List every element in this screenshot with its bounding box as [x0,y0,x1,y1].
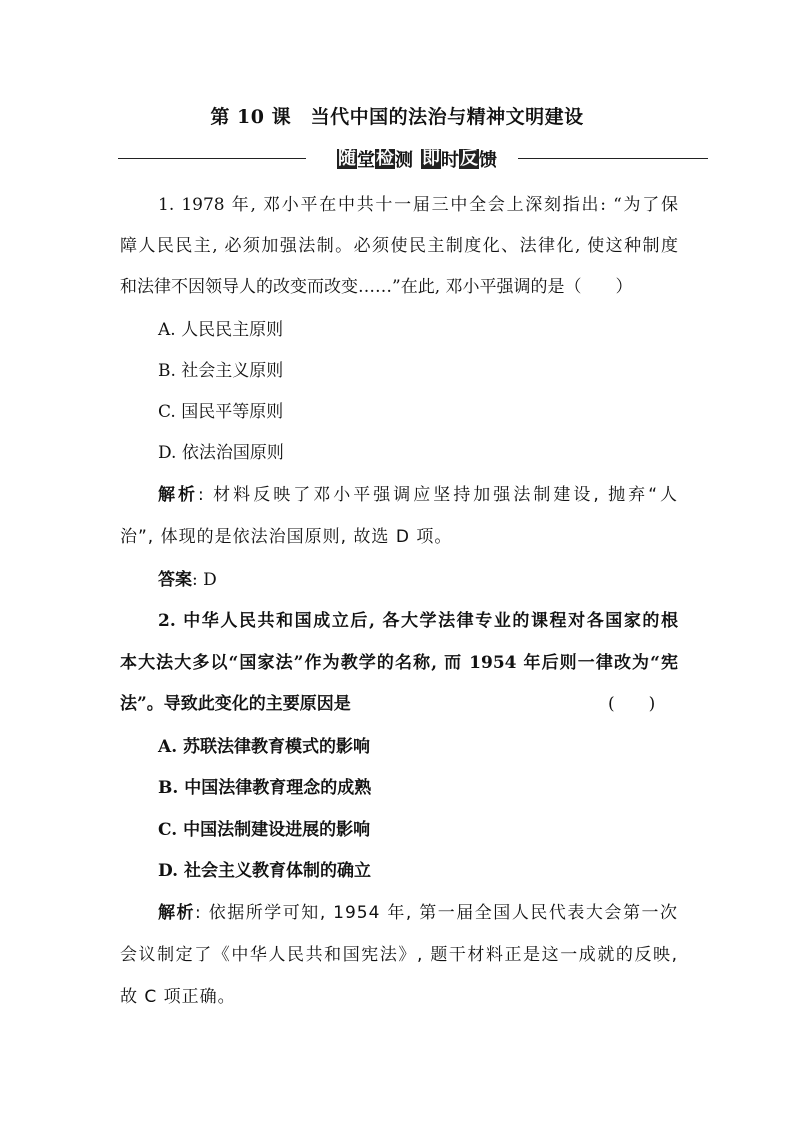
q1-answer [158,565,217,590]
q2-option-b: B. 中国法律教育理念的成熟 [158,778,372,798]
q2-line-3: 法”。导致此变化的主要原因是 [120,694,351,714]
q2-line-2: 本大法大多以“国家法”作为教学的名称, 而 1954 年后则一律改为“宪 [120,653,678,673]
banner-char: 反 [460,148,478,169]
q1-line-1: 1. 1978 年, 邓小平在中共十一届三中全会上深刻指出: “为了保 [158,195,678,215]
q1-analysis-line-1 [158,480,678,505]
q2-analysis-text-1: : 依据所学可知, 1954 年, 第一届全国人民代表大会第一次 [195,903,678,923]
q1-line-3: 和法律不因领导人的改变而改变……”在此, 邓小平强调的是（ ） [120,277,633,297]
banner-text [322,146,512,172]
q2-line-1: 2. 中华人民共和国成立后, 各大学法律专业的课程对各国家的根 [158,611,678,631]
banner-rule-left [118,158,306,159]
q2-option-a: A. 苏联法律教育模式的影响 [158,737,371,757]
q1-answer-value: : D [192,570,217,590]
q2-answer-paren: ( ) [608,694,656,714]
q1-analysis-label: 解析 [158,485,199,505]
banner-char: 测 [395,150,413,171]
banner-char: 随 [338,148,356,169]
q1-line-2: 障人民民主, 必须加强法制。必须使民主制度化、法律化, 使这种制度 [120,236,678,256]
q2-analysis-label: 解析 [158,903,196,923]
q1-option-b: B. 社会主义原则 [158,361,284,381]
banner-part-1 [337,146,413,172]
q2-analysis-line-3: 故 C 项正确。 [120,987,236,1007]
q2-option-c: C. 中国法制建设进展的影响 [158,820,371,840]
q2-option-d: D. 社会主义教育体制的确立 [158,861,371,881]
banner-char: 堂 [357,150,375,171]
banner-part-2 [421,146,497,172]
q1-answer-label: 答案 [158,570,192,590]
banner-char: 检 [376,148,394,169]
lesson-title: 第 10 课 当代中国的法治与精神文明建设 [210,106,584,128]
banner-rule-right [518,158,708,159]
banner-char: 时 [441,150,459,171]
q2-analysis-line-1 [158,898,678,923]
banner-char: 馈 [479,150,497,171]
q1-option-d: D. 依法治国原则 [158,443,284,463]
q1-option-a: A. 人民民主原则 [158,320,284,340]
q1-analysis-line-2: 治”, 体现的是依法治国原则, 故选 D 项。 [120,527,453,547]
section-banner [118,146,708,172]
q1-option-c: C. 国民平等原则 [158,402,284,422]
banner-char: 即 [422,148,440,169]
q1-analysis-text-1: : 材料反映了邓小平强调应坚持加强法制建设, 抛弃“人 [198,485,679,505]
q2-analysis-line-2: 会议制定了《中华人民共和国宪法》, 题干材料正是这一成就的反映, [120,945,678,965]
